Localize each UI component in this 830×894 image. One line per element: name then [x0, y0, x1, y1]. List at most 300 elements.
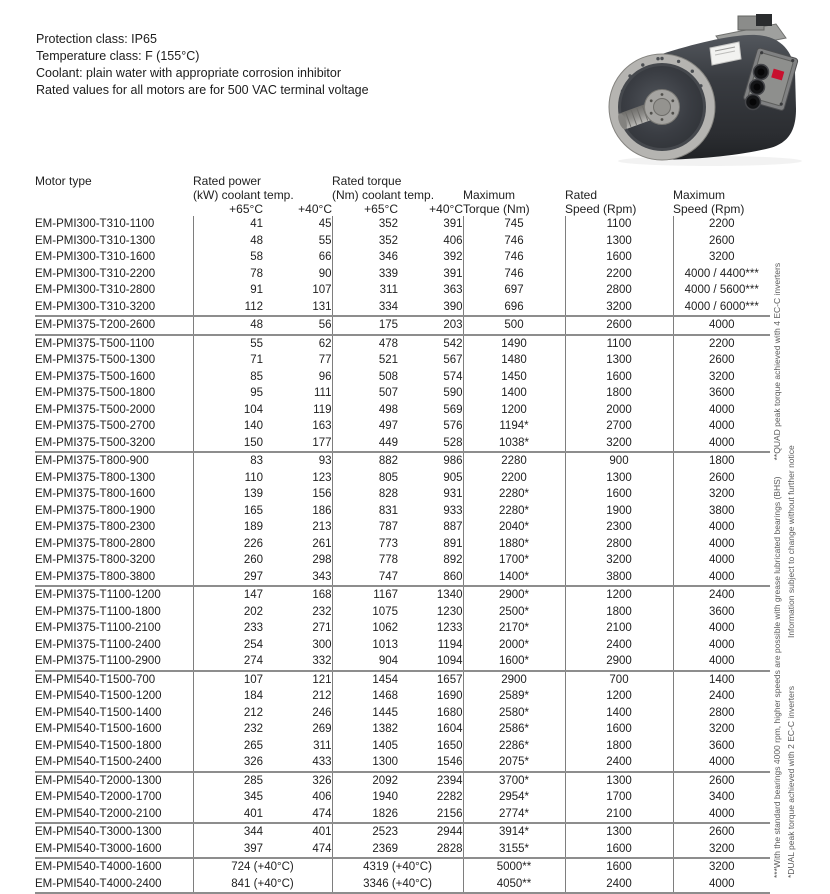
power-65-cell: 232	[193, 721, 263, 738]
power-65-cell: 265	[193, 738, 263, 755]
motor-type-cell: EM-PMI375-T800-1900	[35, 504, 156, 517]
motor-type-cell: EM-PMI540-T1500-2400	[35, 756, 162, 769]
max-torque-cell: 3914*	[463, 823, 565, 841]
torque-40-cell: 528	[443, 436, 463, 449]
rated-speed-cell: 1300	[565, 772, 673, 790]
rated-speed-cell: 1600	[565, 858, 673, 876]
torque-65-cell: 2092	[332, 772, 398, 790]
power-40-cell: 121	[263, 671, 332, 689]
motor-spec-table	[35, 174, 770, 894]
torque-65-cell: 346	[332, 249, 398, 266]
torque-40-cell: 390	[443, 300, 463, 313]
footnote-notice: Information subject to change without further notice	[786, 445, 796, 639]
rated-speed-cell: 1900	[565, 503, 673, 520]
power-40-cell: 298	[312, 554, 332, 567]
table-row	[35, 569, 770, 587]
table-row	[35, 637, 770, 654]
max-speed-cell: 4000	[673, 620, 770, 637]
torque-40-cell: 1546	[436, 756, 463, 769]
max-speed-cell: 4000	[673, 552, 770, 569]
motor-type-cell: EM-PMI300-T310-2200	[35, 267, 156, 280]
torque-40-cell: 203	[398, 316, 463, 335]
torque-40-cell: 933	[443, 504, 463, 517]
torque-40-cell: 1604	[436, 723, 463, 736]
torque-40-cell: 1094	[436, 655, 463, 668]
torque-40-cell: 2156	[436, 807, 463, 820]
motor-type-cell: EM-PMI375-T800-3200	[35, 554, 156, 567]
motor-type-cell: EM-PMI300-T310-1600	[35, 251, 156, 264]
power-40-cell: 131	[312, 300, 332, 313]
max-torque-cell: 4050**	[463, 876, 565, 894]
max-speed-cell: 4000	[673, 754, 770, 772]
table-row	[35, 266, 770, 283]
rated-speed-cell: 2300	[565, 519, 673, 536]
power-40-cell: 45	[318, 218, 332, 231]
power-65-cell: 184	[193, 688, 263, 705]
motor-product-image	[598, 8, 830, 170]
power-65-cell: 274	[193, 653, 263, 671]
torque-65-cell: 352	[332, 216, 398, 233]
max-torque-cell: 1400	[463, 385, 565, 402]
max-speed-cell: 3200	[673, 486, 770, 503]
torque-40-cell: 391	[443, 218, 463, 231]
motor-type-cell: EM-PMI540-T3000-1600	[35, 842, 162, 855]
table-row	[35, 402, 770, 419]
torque-40-cell: 567	[443, 354, 463, 367]
max-torque-cell: 2170*	[463, 620, 565, 637]
max-torque-cell: 2280	[463, 452, 565, 470]
power-65-cell: 401	[193, 806, 263, 824]
max-torque-cell: 2280*	[463, 486, 565, 503]
rated-speed-cell: 1600	[565, 721, 673, 738]
max-torque-cell: 1038*	[463, 435, 565, 453]
rated-speed-cell: 2400	[565, 637, 673, 654]
torque-40-cell: 2828	[436, 842, 463, 855]
torque-40-cell: 2394	[398, 772, 463, 790]
power-65-cell: 41	[193, 216, 263, 233]
power-65-cell: 55	[193, 335, 263, 353]
torque-65-cell: 449	[332, 435, 398, 453]
torque-65-cell: 1167	[332, 586, 398, 604]
max-torque-cell: 2286*	[463, 738, 565, 755]
rated-speed-cell: 1100	[565, 216, 673, 233]
rated-speed-cell: 2800	[565, 536, 673, 553]
table-row	[35, 688, 770, 705]
motor-type-cell: EM-PMI540-T2000-1700	[35, 791, 162, 804]
rated-speed-cell: 2100	[565, 620, 673, 637]
table-row	[35, 841, 770, 859]
rated-speed-cell: 1800	[565, 604, 673, 621]
motor-type-cell: EM-PMI375-T800-2800	[35, 537, 156, 550]
table-row	[35, 754, 770, 772]
torque-40-cell: 1690	[436, 690, 463, 703]
table-row	[35, 216, 770, 233]
power-40-cell: 119	[313, 403, 332, 416]
power-65-cell: 91	[193, 282, 263, 299]
power-40-cell: 246	[312, 706, 332, 719]
rated-speed-cell: 900	[565, 452, 673, 470]
max-torque-cell: 2000*	[463, 637, 565, 654]
max-speed-cell: 4000	[673, 637, 770, 654]
header-rated-speed-1: Rated	[565, 188, 598, 202]
power-merged-cell: 724 (+40°C)	[193, 858, 332, 876]
torque-40-cell: 2944	[398, 823, 463, 841]
table-row	[35, 858, 770, 876]
power-40-cell: 55	[318, 234, 332, 247]
torque-40-cell: 905	[443, 471, 463, 484]
max-speed-cell: 3600	[673, 385, 770, 402]
max-torque-cell: 2586*	[463, 721, 565, 738]
torque-40-cell: 1233	[436, 622, 463, 635]
torque-40-cell: 1194	[437, 638, 463, 651]
power-40-cell: 261	[312, 537, 332, 550]
rated-speed-cell: 2400	[565, 754, 673, 772]
max-speed-cell: 4000 / 4400***	[673, 266, 770, 283]
motor-type-cell: EM-PMI375-T1100-1200	[35, 586, 193, 604]
rated-speed-cell: 1300	[565, 823, 673, 841]
table-row	[35, 806, 770, 824]
table-row	[35, 705, 770, 722]
power-65-cell: 233	[193, 620, 263, 637]
max-torque-cell: 2954*	[463, 789, 565, 806]
max-torque-cell: 746	[463, 233, 565, 250]
motor-type-cell: EM-PMI375-T500-1600	[35, 370, 156, 383]
max-torque-cell: 1490	[463, 335, 565, 353]
power-65-cell: 297	[193, 569, 263, 587]
motor-type-cell: EM-PMI375-T500-1800	[35, 387, 156, 400]
power-40-cell: 163	[312, 420, 332, 433]
torque-40-cell: 391	[443, 267, 463, 280]
spec-table-body	[35, 216, 770, 893]
max-torque-cell: 746	[463, 249, 565, 266]
rated-speed-cell: 1100	[565, 335, 673, 353]
power-65-cell: 83	[193, 452, 263, 470]
power-65-cell: 150	[193, 435, 263, 453]
power-40-cell: 406	[312, 791, 332, 804]
max-torque-cell: 1400*	[463, 569, 565, 587]
torque-65-cell: 828	[332, 486, 398, 503]
max-torque-cell: 5000**	[463, 858, 565, 876]
motor-type-cell: EM-PMI540-T2000-2100	[35, 807, 162, 820]
max-speed-cell: 3800	[673, 503, 770, 520]
power-40-cell: 474	[312, 807, 332, 820]
max-torque-cell: 2589*	[463, 688, 565, 705]
max-speed-cell: 4000	[673, 806, 770, 824]
power-65-cell: 78	[193, 266, 263, 283]
power-65-cell: 48	[193, 316, 263, 335]
torque-40-cell: 1657	[398, 671, 463, 689]
max-torque-cell: 3700*	[463, 772, 565, 790]
motor-type-cell: EM-PMI540-T4000-1600	[35, 858, 193, 876]
motor-type-cell: EM-PMI375-T800-3800	[35, 570, 156, 583]
header-power-65: +65°C	[229, 202, 263, 216]
motor-type-cell: EM-PMI540-T1500-1200	[35, 690, 162, 703]
max-speed-cell: 2600	[673, 352, 770, 369]
footnote-quad: **QUAD peak torque achieved with 4 EC-C inverters	[772, 262, 782, 461]
torque-40-cell: 542	[398, 335, 463, 353]
motor-illustration	[598, 8, 830, 170]
max-torque-cell: 1880*	[463, 536, 565, 553]
motor-type-cell: EM-PMI300-T310-1300	[35, 234, 156, 247]
motor-type-cell: EM-PMI375-T1100-2900	[35, 655, 161, 668]
torque-65-cell: 1826	[332, 806, 398, 824]
max-speed-cell: 2600	[673, 470, 770, 487]
motor-type-cell: EM-PMI375-T500-3200	[35, 436, 156, 449]
power-65-cell: 344	[193, 823, 263, 841]
power-40-cell: 56	[263, 316, 332, 335]
max-torque-cell: 2900	[463, 671, 565, 689]
max-speed-cell: 2600	[673, 233, 770, 250]
torque-65-cell: 778	[332, 552, 398, 569]
motor-type-cell: EM-PMI540-T4000-2400	[35, 876, 193, 894]
torque-65-cell: 1940	[332, 789, 398, 806]
torque-40-cell: 891	[443, 537, 463, 550]
rated-speed-cell: 3200	[565, 552, 673, 569]
power-65-cell: 189	[193, 519, 263, 536]
max-speed-cell: 3200	[673, 841, 770, 859]
power-65-cell: 212	[193, 705, 263, 722]
motor-type-cell: EM-PMI300-T310-1100	[35, 218, 155, 231]
table-row	[35, 435, 770, 453]
torque-65-cell: 1013	[332, 637, 398, 654]
max-speed-cell: 4000	[673, 536, 770, 553]
power-40-cell: 300	[312, 638, 332, 651]
header-max-torque-2: Torque (Nm)	[463, 202, 530, 216]
power-40-cell: 232	[312, 605, 332, 618]
power-65-cell: 147	[193, 586, 263, 604]
power-40-cell: 269	[312, 723, 332, 736]
max-speed-cell: 4000	[673, 418, 770, 435]
power-65-cell: 397	[193, 841, 263, 859]
torque-65-cell: 773	[332, 536, 398, 553]
torque-65-cell: 311	[332, 282, 398, 299]
max-speed-cell: 3200	[673, 369, 770, 386]
max-torque-cell: 500	[463, 316, 565, 335]
power-65-cell: 110	[193, 470, 263, 487]
torque-65-cell: 1454	[332, 671, 398, 689]
motor-type-cell: EM-PMI375-T200-2600	[35, 316, 193, 335]
torque-65-cell: 1300	[332, 754, 398, 772]
header-power-unit: (kW) coolant temp.	[193, 188, 294, 202]
rated-speed-cell: 1200	[565, 586, 673, 604]
rated-speed-cell: 3200	[565, 299, 673, 317]
power-40-cell: 93	[263, 452, 332, 470]
table-row	[35, 653, 770, 671]
max-speed-cell: 2400	[673, 586, 770, 604]
table-row	[35, 470, 770, 487]
table-row	[35, 772, 770, 790]
table-row	[35, 823, 770, 841]
torque-65-cell: 787	[332, 519, 398, 536]
power-65-cell: 71	[193, 352, 263, 369]
power-65-cell: 202	[193, 604, 263, 621]
power-65-cell: 104	[193, 402, 263, 419]
power-40-cell: 186	[312, 504, 332, 517]
power-40-cell: 326	[263, 772, 332, 790]
rated-speed-cell: 1600	[565, 249, 673, 266]
power-40-cell: 168	[263, 586, 332, 604]
rated-speed-cell: 1200	[565, 688, 673, 705]
info-block	[36, 31, 369, 99]
max-torque-cell: 1200	[463, 402, 565, 419]
torque-65-cell: 1075	[332, 604, 398, 621]
power-40-cell: 332	[312, 655, 332, 668]
torque-65-cell: 1445	[332, 705, 398, 722]
torque-40-cell: 574	[443, 370, 463, 383]
table-row	[35, 249, 770, 266]
table-row	[35, 299, 770, 317]
rated-speed-cell: 700	[565, 671, 673, 689]
torque-40-cell: 576	[443, 420, 463, 433]
motor-type-cell: EM-PMI375-T500-2700	[35, 420, 156, 433]
torque-65-cell: 1062	[332, 620, 398, 637]
power-65-cell: 326	[193, 754, 263, 772]
max-speed-cell: 4000	[673, 519, 770, 536]
power-65-cell: 140	[193, 418, 263, 435]
rated-speed-cell: 1300	[565, 352, 673, 369]
motor-type-cell: EM-PMI540-T1500-1400	[35, 706, 162, 719]
table-row	[35, 738, 770, 755]
max-speed-cell: 4000	[673, 435, 770, 453]
power-40-cell: 107	[312, 284, 332, 297]
torque-65-cell: 498	[332, 402, 398, 419]
max-speed-cell: 1800	[673, 452, 770, 470]
motor-type-cell: EM-PMI375-T500-1300	[35, 354, 156, 367]
motor-type-cell: EM-PMI375-T500-2000	[35, 403, 156, 416]
power-65-cell: 254	[193, 637, 263, 654]
max-speed-cell: 1400	[673, 671, 770, 689]
max-speed-cell: 3600	[673, 738, 770, 755]
power-65-cell: 58	[193, 249, 263, 266]
torque-65-cell: 2523	[332, 823, 398, 841]
torque-65-cell: 747	[332, 569, 398, 587]
torque-65-cell: 1405	[332, 738, 398, 755]
rated-speed-cell: 2700	[565, 418, 673, 435]
header-rated-torque: Rated torque	[332, 174, 402, 188]
table-row	[35, 452, 770, 470]
header-power-40: +40°C	[298, 202, 332, 216]
torque-40-cell: 892	[443, 554, 463, 567]
max-torque-cell: 2500*	[463, 604, 565, 621]
rated-speed-cell: 1800	[565, 738, 673, 755]
header-torque-unit: (Nm) coolant temp.	[332, 188, 435, 202]
power-40-cell: 271	[312, 622, 332, 635]
torque-40-cell: 887	[443, 521, 463, 534]
max-torque-cell: 3155*	[463, 841, 565, 859]
rated-speed-cell: 3200	[565, 435, 673, 453]
footnote-bearings: ***With the standard bearings 4000 rpm, higher speeds are possible with grease lubricated bearings (BHS)	[772, 476, 782, 878]
motor-type-cell: EM-PMI300-T310-2800	[35, 284, 156, 297]
max-torque-cell: 1450	[463, 369, 565, 386]
max-speed-cell: 4000 / 5600***	[673, 282, 770, 299]
max-speed-cell: 4000	[673, 402, 770, 419]
power-65-cell: 260	[193, 552, 263, 569]
header-torque-65: +65°C	[364, 202, 398, 216]
header-torque-40: +40°C	[429, 202, 463, 216]
table-row	[35, 536, 770, 553]
power-40-cell: 213	[312, 521, 332, 534]
max-torque-cell: 1700*	[463, 552, 565, 569]
rated-speed-cell: 1700	[565, 789, 673, 806]
motor-type-cell: EM-PMI375-T1100-2400	[35, 638, 161, 651]
max-torque-cell: 2040*	[463, 519, 565, 536]
max-speed-cell: 2200	[673, 335, 770, 353]
power-65-cell: 226	[193, 536, 263, 553]
rated-speed-cell: 2900	[565, 653, 673, 671]
torque-65-cell: 904	[332, 653, 398, 671]
power-65-cell: 139	[193, 486, 263, 503]
max-torque-cell: 2580*	[463, 705, 565, 722]
info-line-protection-class: Protection class: IP65	[36, 32, 157, 46]
motor-type-cell: EM-PMI540-T1500-1800	[35, 739, 162, 752]
torque-65-cell: 175	[332, 316, 398, 335]
table-row	[35, 604, 770, 621]
table-header	[35, 174, 770, 216]
max-speed-cell: 4000	[673, 316, 770, 335]
torque-40-cell: 363	[443, 284, 463, 297]
motor-type-cell: EM-PMI375-T800-1600	[35, 488, 156, 501]
table-row	[35, 789, 770, 806]
torque-40-cell: 569	[443, 403, 463, 416]
table-row	[35, 586, 770, 604]
rated-speed-cell: 2800	[565, 282, 673, 299]
motor-type-cell: EM-PMI375-T1100-1800	[35, 605, 161, 618]
torque-40-cell: 1340	[398, 586, 463, 604]
rated-speed-cell: 3800	[565, 569, 673, 587]
max-speed-cell: 4000	[673, 876, 770, 894]
max-torque-cell: 697	[463, 282, 565, 299]
torque-40-cell: 2282	[436, 791, 463, 804]
torque-40-cell: 1230	[436, 605, 463, 618]
motor-type-cell: EM-PMI540-T2000-1300	[35, 772, 193, 790]
table-row	[35, 335, 770, 353]
max-speed-cell: 3400	[673, 789, 770, 806]
power-40-cell: 96	[318, 370, 332, 383]
header-max-speed-2: Speed (Rpm)	[673, 202, 745, 216]
power-40-cell: 474	[312, 842, 332, 855]
max-torque-cell: 746	[463, 266, 565, 283]
torque-40-cell: 986	[398, 452, 463, 470]
max-torque-cell: 2900*	[463, 586, 565, 604]
motor-type-cell: EM-PMI375-T800-1300	[35, 471, 156, 484]
power-65-cell: 112	[193, 299, 263, 317]
table-row	[35, 352, 770, 369]
torque-65-cell: 882	[332, 452, 398, 470]
max-torque-cell: 1194*	[463, 418, 565, 435]
power-65-cell: 85	[193, 369, 263, 386]
power-40-cell: 111	[314, 387, 332, 400]
max-torque-cell: 696	[463, 299, 565, 317]
rated-speed-cell: 1800	[565, 385, 673, 402]
table-row	[35, 418, 770, 435]
max-torque-cell: 2200	[463, 470, 565, 487]
header-rated-power: Rated power	[193, 174, 262, 188]
torque-65-cell: 805	[332, 470, 398, 487]
table-row	[35, 385, 770, 402]
motor-type-cell: EM-PMI540-T1500-700	[35, 671, 193, 689]
footnote-column-1	[772, 263, 783, 878]
rated-speed-cell: 1600	[565, 486, 673, 503]
motor-type-cell: EM-PMI375-T1100-2100	[35, 622, 161, 635]
power-40-cell: 123	[312, 471, 332, 484]
power-40-cell: 77	[318, 354, 332, 367]
table-row	[35, 369, 770, 386]
torque-40-cell: 860	[443, 570, 463, 583]
max-speed-cell: 3200	[673, 721, 770, 738]
rated-speed-cell: 1600	[565, 369, 673, 386]
power-40-cell: 66	[318, 251, 332, 264]
max-speed-cell: 2800	[673, 705, 770, 722]
